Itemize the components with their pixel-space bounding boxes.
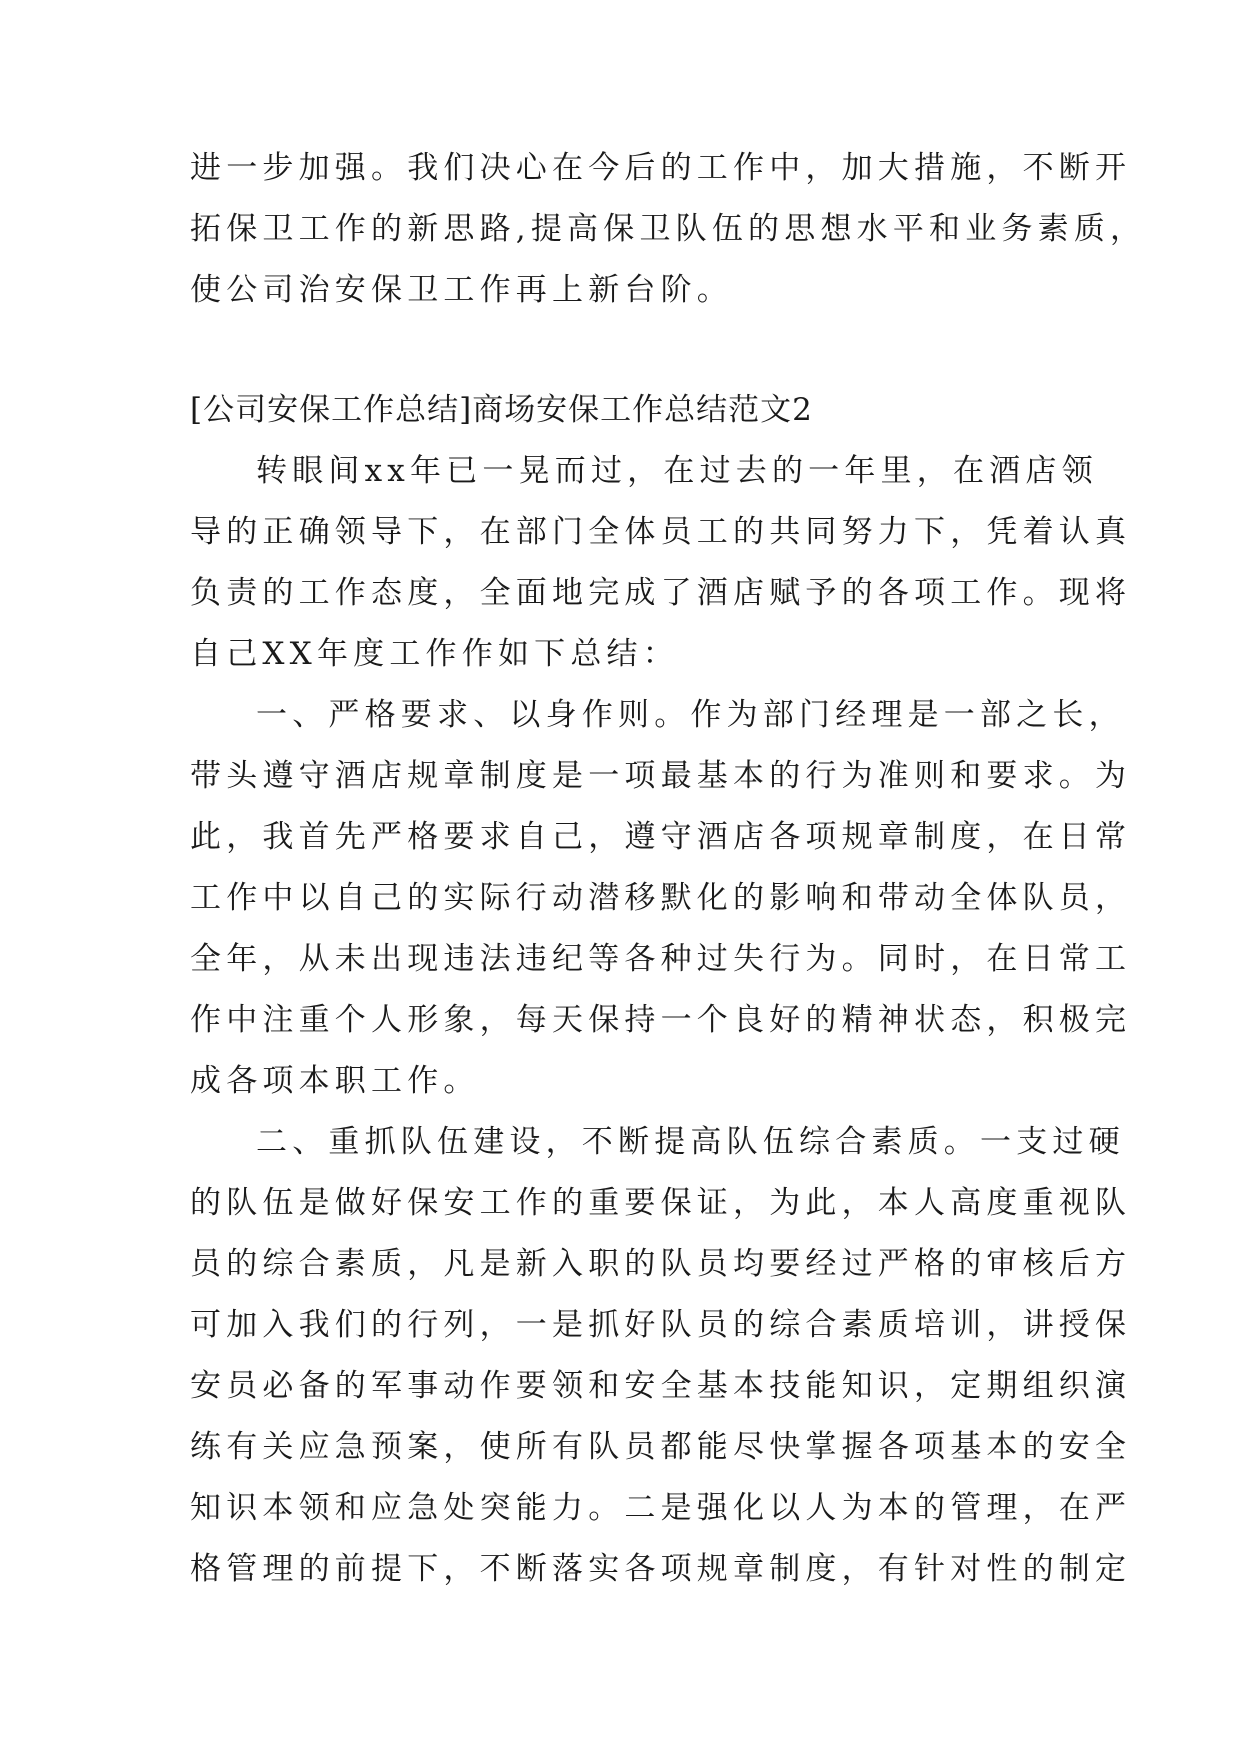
paragraph-1-line-1: 转眼间xx年已一晃而过，在过去的一年里，在酒店领	[256, 453, 1098, 489]
paragraph-2-line-4: 工作中以自己的实际行动潜移默化的影响和带动全体队员，	[190, 880, 1132, 916]
paragraph-3-line-2: 的队伍是做好保安工作的重要保证，为此，本人高度重视队	[190, 1185, 1132, 1221]
paragraph-2-line-2: 带头遵守酒店规章制度是一项最基本的行为准则和要求。为	[190, 758, 1132, 794]
paragraph-3-line-6: 练有关应急预案，使所有队员都能尽快掌握各项基本的安全	[190, 1429, 1132, 1465]
paragraph-2-line-5: 全年，从未出现违法违纪等各种过失行为。同时，在日常工	[190, 941, 1132, 977]
paragraph-2-line-6: 作中注重个人形象，每天保持一个良好的精神状态，积极完	[190, 1002, 1132, 1038]
paragraph-3-line-3: 员的综合素质，凡是新入职的队员均要经过严格的审核后方	[190, 1246, 1132, 1282]
section-title: [公司安保工作总结]商场安保工作总结范文2	[190, 392, 813, 428]
paragraph-2-line-7: 成各项本职工作。	[190, 1063, 480, 1099]
paragraph-3-line-4: 可加入我们的行列，一是抓好队员的综合素质培训，讲授保	[190, 1307, 1132, 1343]
paragraph-1-line-3: 负责的工作态度，全面地完成了酒店赋予的各项工作。现将	[190, 575, 1132, 611]
paragraph-2-line-3: 此，我首先严格要求自己，遵守酒店各项规章制度，在日常	[190, 819, 1132, 855]
paragraph-3-line-5: 安员必备的军事动作要领和安全基本技能知识，定期组织演	[190, 1368, 1132, 1404]
paragraph-1-line-2: 导的正确领导下，在部门全体员工的共同努力下，凭着认真	[190, 514, 1132, 550]
paragraph-1-line-4: 自己XX年度工作作如下总结：	[190, 636, 679, 672]
intro-line-3: 使公司治安保卫工作再上新台阶。	[190, 272, 733, 308]
intro-line-2: 拓保卫工作的新思路,提高保卫队伍的思想水平和业务素质，	[190, 211, 1147, 247]
paragraph-3-line-8: 格管理的前提下，不断落实各项规章制度，有针对性的制定	[190, 1551, 1132, 1587]
paragraph-3-line-7: 知识本领和应急处突能力。二是强化以人为本的管理，在严	[190, 1490, 1132, 1526]
intro-line-1: 进一步加强。我们决心在今后的工作中，加大措施，不断开	[190, 150, 1132, 186]
paragraph-3-line-1: 二、重抓队伍建设，不断提高队伍综合素质。一支过硬	[256, 1124, 1125, 1160]
paragraph-2-line-1: 一、严格要求、以身作则。作为部门经理是一部之长，	[256, 697, 1125, 733]
